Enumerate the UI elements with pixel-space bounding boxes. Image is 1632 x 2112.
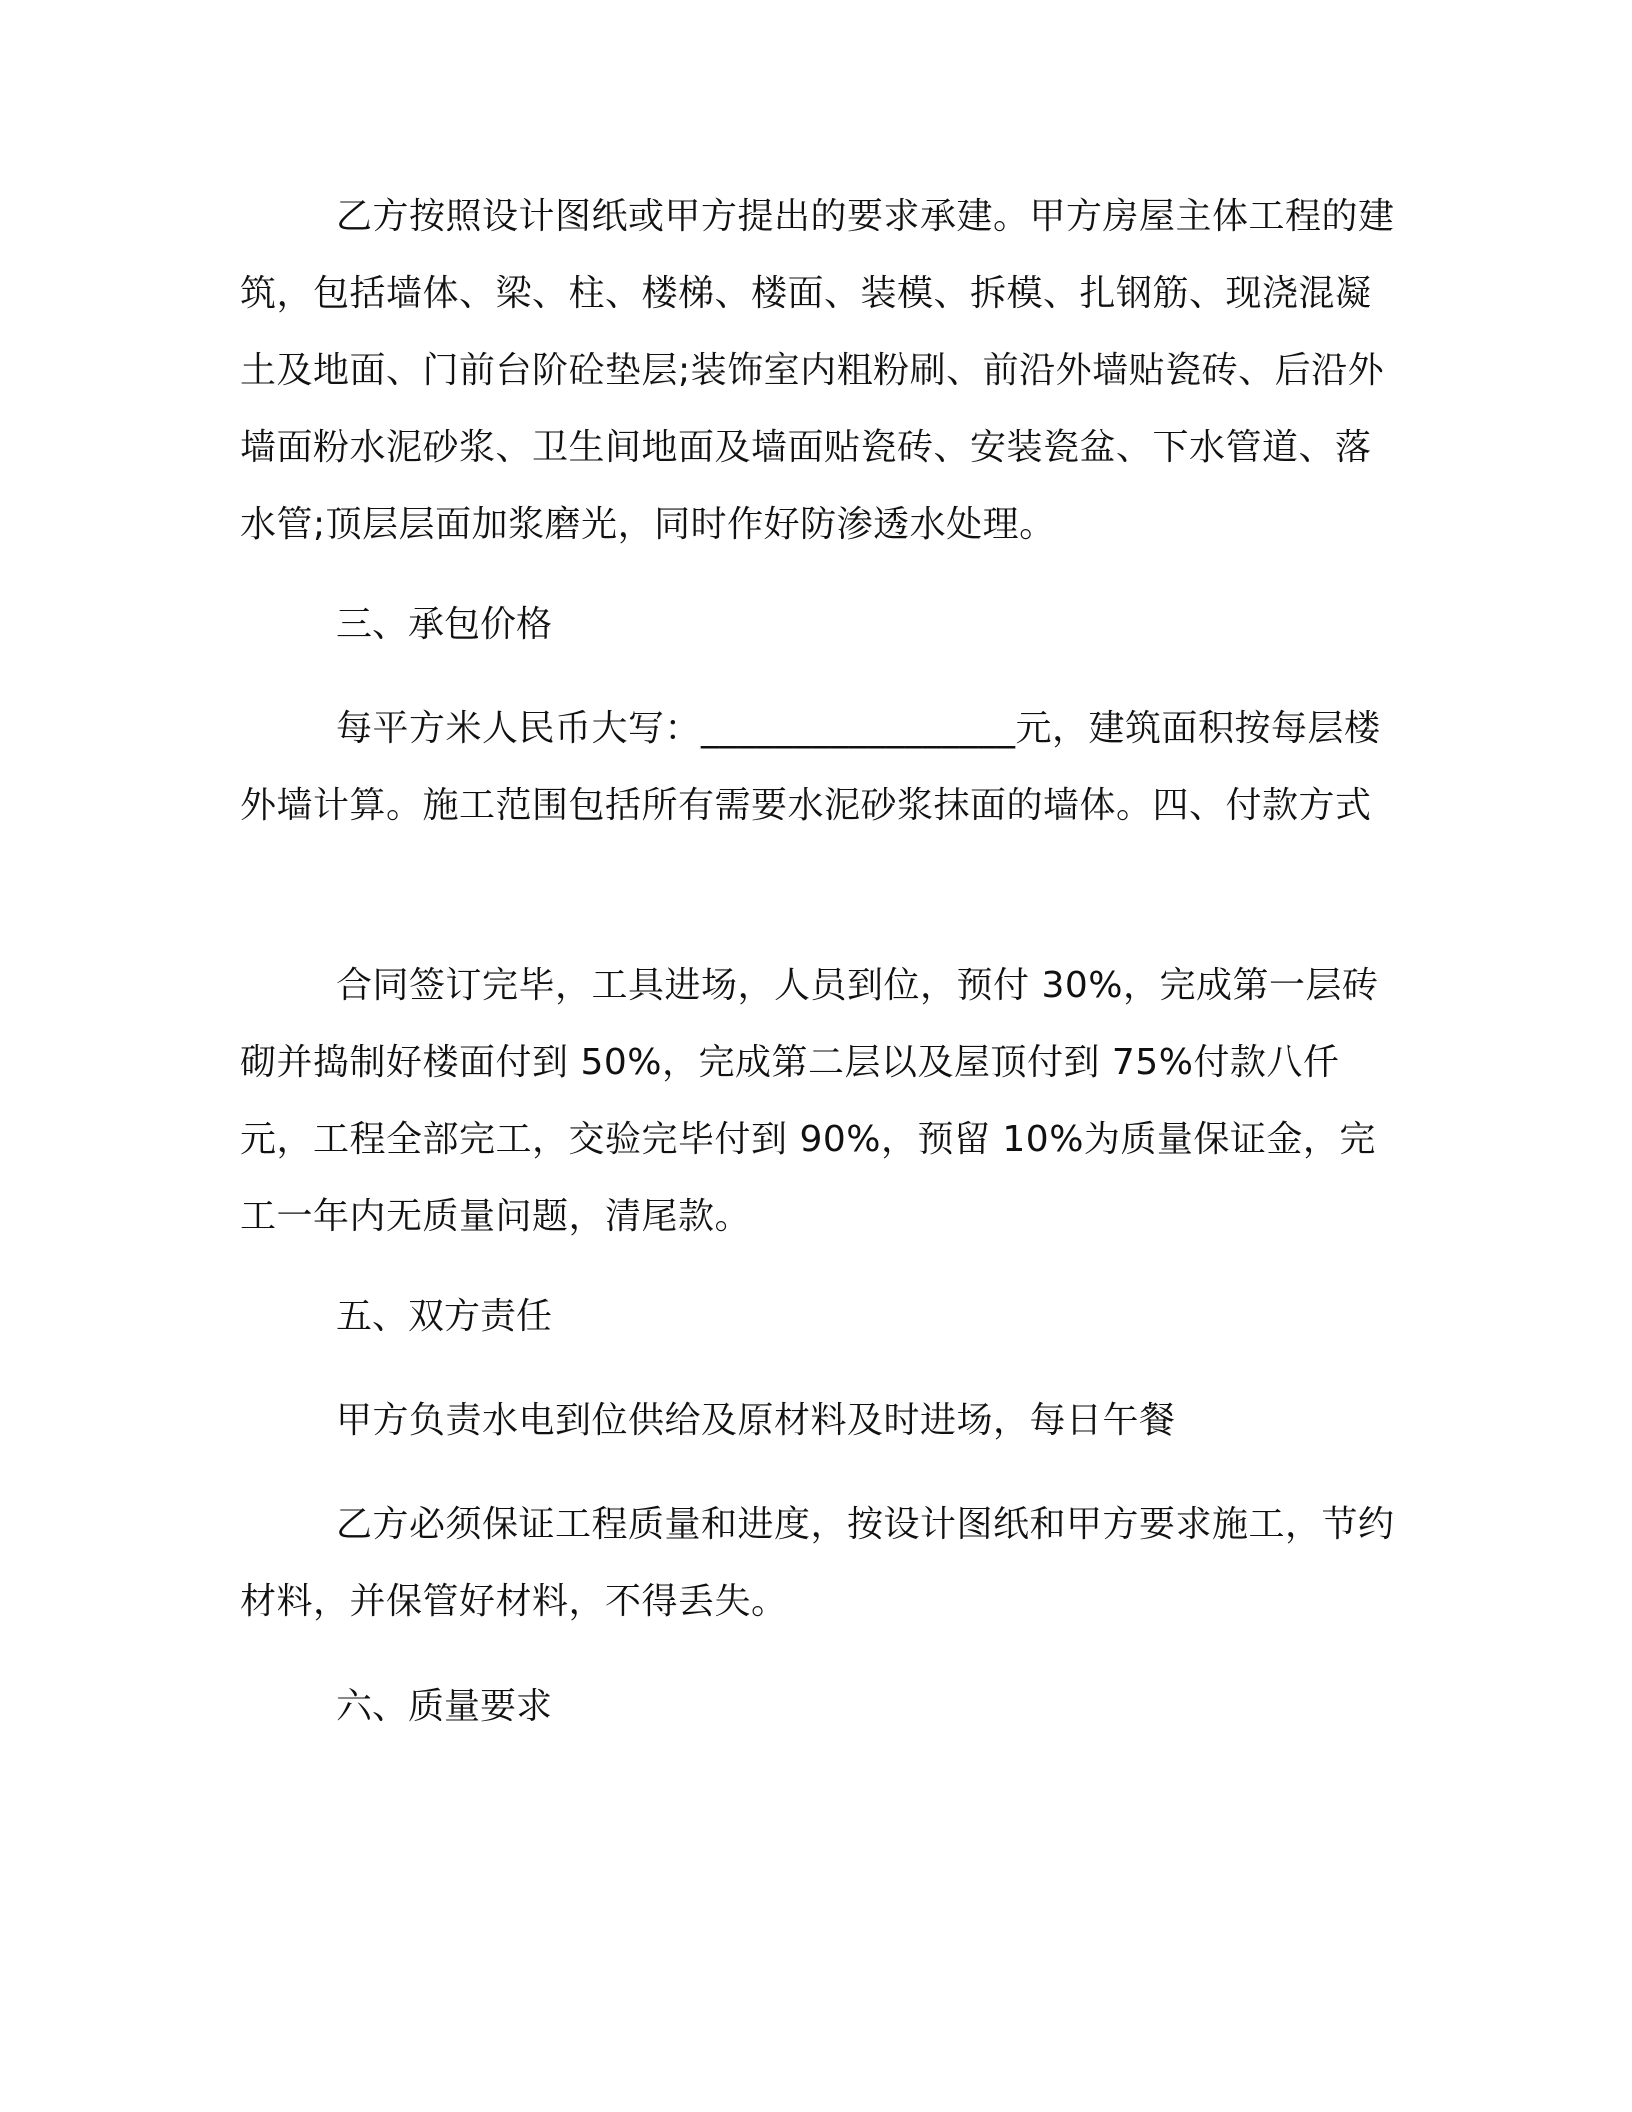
section-heading-quality-requirements: 六、质量要求	[336, 1686, 553, 1727]
paragraph-party-b-responsibility: 乙方必须保证工程质量和进度，按设计图纸和甲方要求施工，节约材料，并保管好材料，不得丢失。	[240, 1504, 1395, 1622]
section-heading-contract-price: 三、承包价格	[336, 604, 553, 645]
paragraph-price-per-square-meter: 每平方米人民币大写：_________________元，建筑面积按每层楼外墙计算。施工范围包括所有需要水泥砂浆抹面的墙体。四、付款方式	[240, 708, 1381, 826]
paragraph-construction-scope: 乙方按照设计图纸或甲方提出的要求承建。甲方房屋主体工程的建筑，包括墙体、梁、柱、楼梯、楼面、装模、拆模、扎钢筋、现浇混凝土及地面、门前台阶砼垫层;装饰室内粗粉刷、前沿外墙贴瓷砖、后沿外墙面粉水泥砂浆、卫生间地面及墙面贴瓷砖、安装瓷盆、下水管道、落水管;顶层层面加浆磨光，同时作好防渗透水处理。	[240, 196, 1395, 545]
paragraph-party-a-responsibility: 甲方负责水电到位供给及原材料及时进场，每日午餐	[336, 1400, 1176, 1441]
paragraph-payment-schedule: 合同签订完毕，工具进场，人员到位，预付 30%，完成第一层砖砌并捣制好楼面付到 50%，完成第二层以及屋顶付到 75%付款八仟元，工程全部完工，交验完毕付到 90%，预留 10%为质量保证金，完工一年内无质量问题，清尾款。	[240, 965, 1379, 1237]
section-heading-responsibilities: 五、双方责任	[336, 1296, 553, 1337]
